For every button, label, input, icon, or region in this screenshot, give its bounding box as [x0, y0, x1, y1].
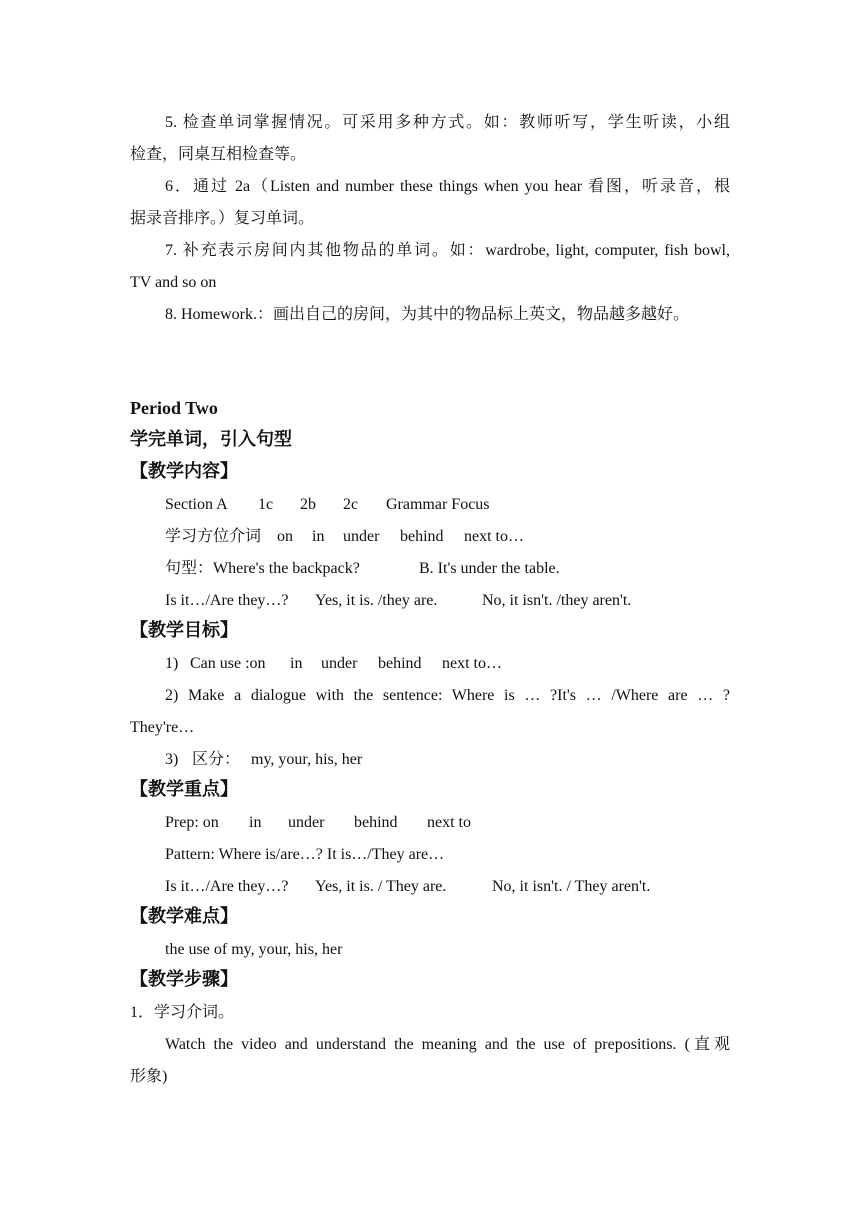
goal-item: under [321, 655, 358, 672]
key-item: in [249, 814, 262, 831]
goal-2-line-1: 2) Make a dialogue with the sentence: Where is … ?It's … /Where are … ? [165, 687, 730, 704]
content-item: B. It's under the table. [419, 560, 560, 577]
goal-item: in [290, 655, 303, 672]
step-8-homework: 8. Homework.：画出自己的房间，为其中的物品标上英文，物品越多越好。 [165, 306, 689, 323]
content-item: behind [400, 528, 444, 545]
key-item: behind [354, 814, 398, 831]
key-item: Is it…/Are they…? [165, 878, 289, 895]
step-1-line-1: Watch the video and understand the meaning and the use of prepositions. (直观 [165, 1036, 730, 1053]
step-7-line-1: 7. 补充表示房间内其他物品的单词。如：wardrobe, light, computer, fish bowl, [165, 242, 730, 259]
content-item: Yes, it is. /they are. [315, 592, 438, 609]
content-item: Grammar Focus [386, 496, 490, 513]
content-item: 2c [343, 496, 359, 513]
content-item: Section A [165, 496, 228, 513]
goal-item: next to… [442, 655, 502, 672]
key-item: under [288, 814, 325, 831]
step-6-line-1: 6．通过 2a（Listen and number these things when you hear 看图，听录音，根 [165, 178, 730, 195]
key-row-2: Pattern: Where is/are…? It is…/They are… [165, 846, 445, 863]
key-item: next to [427, 814, 471, 831]
content-item: next to… [464, 528, 524, 545]
period-title: Period Two [130, 398, 218, 418]
heading-key-points: 【教学重点】 [130, 779, 238, 800]
heading-steps: 【教学步骤】 [130, 969, 238, 990]
step-1-line-2: 形象) [130, 1068, 168, 1085]
heading-goals: 【教学目标】 [130, 620, 238, 641]
content-item: under [343, 528, 380, 545]
step-5-line-2: 检查，同桌互相检查等。 [130, 146, 307, 163]
period-subtitle: 学完单词，引入句型 [130, 429, 292, 450]
step-5-line-1: 5. 检查单词掌握情况。可采用多种方式。如：教师听写，学生听读，小组 [165, 114, 730, 131]
step-7-line-2: TV and so on [130, 274, 217, 291]
goal-item: 区分： [192, 751, 241, 768]
content-item: 句型：Where's the backpack? [165, 560, 360, 577]
goal-2-line-2: They're… [130, 719, 195, 736]
heading-difficulties: 【教学难点】 [130, 906, 238, 927]
content-item: 1c [258, 496, 274, 513]
goal-item: Can use :on [190, 655, 266, 672]
content-item: in [312, 528, 325, 545]
key-item: Yes, it is. / They are. [315, 878, 447, 895]
content-item: No, it isn't. /they aren't. [482, 592, 632, 609]
content-item: 学习方位介词 [165, 528, 262, 545]
content-item: Is it…/Are they…? [165, 592, 289, 609]
heading-content: 【教学内容】 [130, 461, 238, 482]
step-6-line-2: 据录音排序。）复习单词。 [130, 210, 315, 227]
key-item: No, it isn't. / They aren't. [492, 878, 651, 895]
content-item: 2b [300, 496, 316, 513]
content-item: on [277, 528, 293, 545]
goal-item: behind [378, 655, 422, 672]
step-1-title: 1．学习介词。 [130, 1004, 235, 1021]
goal-item: 1) [165, 655, 179, 672]
key-item: Prep: on [165, 814, 219, 831]
goal-item: my, your, his, her [251, 751, 363, 768]
difficulty-line: the use of my, your, his, her [165, 941, 343, 958]
goal-item: 3) [165, 751, 179, 768]
